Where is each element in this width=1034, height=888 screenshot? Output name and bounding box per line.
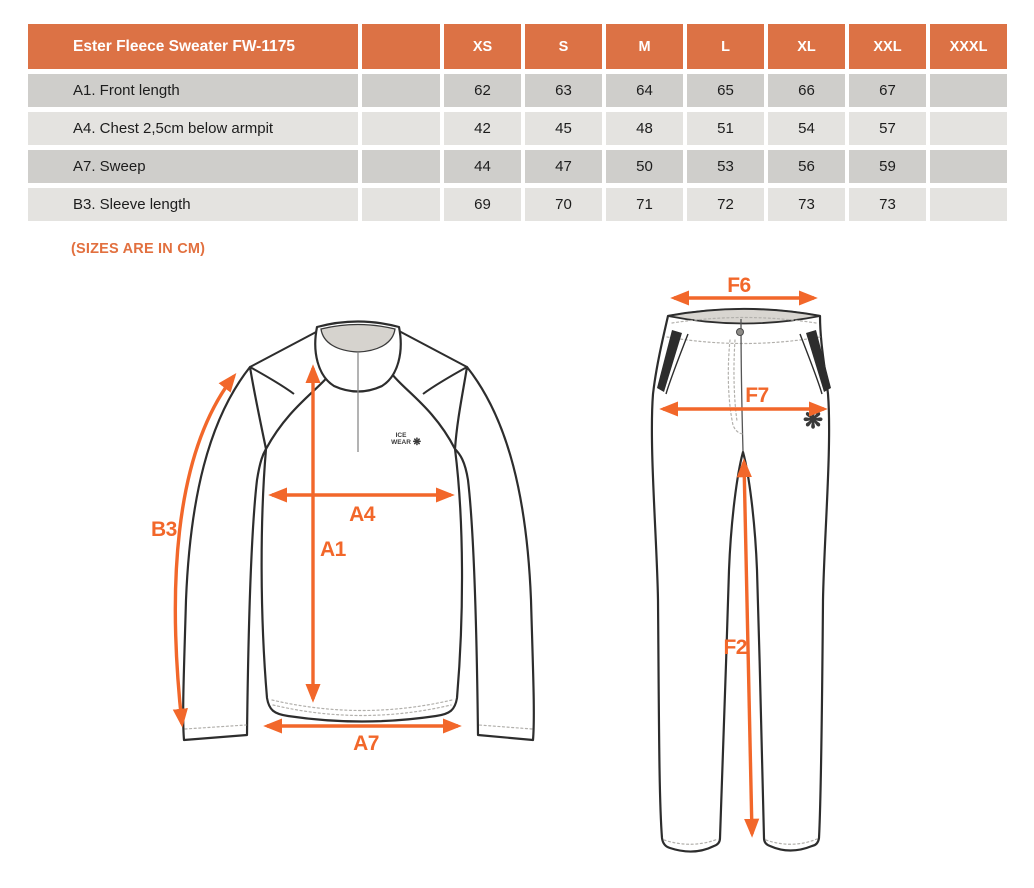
size-value-cell: 72 bbox=[687, 188, 764, 221]
size-value-cell: 47 bbox=[525, 150, 602, 183]
table-header-row bbox=[28, 24, 1007, 69]
sweater-drawing bbox=[183, 322, 534, 741]
blank-header-cell bbox=[362, 24, 440, 69]
size-value-cell: 51 bbox=[687, 112, 764, 145]
size-value-cell: 56 bbox=[768, 150, 845, 183]
size-value-cell bbox=[930, 112, 1007, 145]
measure-label-b3: B3 bbox=[151, 518, 177, 541]
icewear-logo-snowflake-icon: ❋ bbox=[412, 437, 422, 448]
blank-cell bbox=[362, 188, 440, 221]
measure-label-f7: F7 bbox=[745, 384, 769, 407]
size-value-cell: 73 bbox=[849, 188, 926, 221]
measurement-label-cell: A4. Chest 2,5cm below armpit bbox=[28, 112, 358, 145]
table-row bbox=[28, 150, 1007, 183]
measure-label-a7: A7 bbox=[353, 732, 379, 755]
sizes-in-cm-note: (SIZES ARE IN CM) bbox=[71, 241, 206, 257]
table-title: Ester Fleece Sweater FW-1175 bbox=[28, 24, 358, 69]
size-value-cell bbox=[930, 74, 1007, 107]
measure-label-f2: F2 bbox=[723, 636, 747, 659]
size-header-xxl: XXL bbox=[849, 24, 926, 69]
size-value-cell: 42 bbox=[444, 112, 521, 145]
size-value-cell: 66 bbox=[768, 74, 845, 107]
size-value-cell: 59 bbox=[849, 150, 926, 183]
size-value-cell: 69 bbox=[444, 188, 521, 221]
measurement-diagrams bbox=[0, 268, 1034, 888]
pants-snowflake-logo-icon: ❋ bbox=[802, 407, 824, 434]
icewear-logo-text-1: ICE bbox=[395, 432, 407, 439]
size-value-cell: 50 bbox=[606, 150, 683, 183]
size-value-cell: 62 bbox=[444, 74, 521, 107]
measure-label-f6: F6 bbox=[727, 274, 751, 297]
size-header-m: M bbox=[606, 24, 683, 69]
measure-label-a4: A4 bbox=[349, 503, 375, 526]
pants-drawing bbox=[652, 309, 831, 852]
size-value-cell: 44 bbox=[444, 150, 521, 183]
size-value-cell: 45 bbox=[525, 112, 602, 145]
table-row bbox=[28, 74, 1007, 107]
table-row bbox=[28, 188, 1007, 221]
measurement-label-cell: A7. Sweep bbox=[28, 150, 358, 183]
blank-cell bbox=[362, 150, 440, 183]
size-chart-table bbox=[24, 19, 1011, 226]
waist-button bbox=[737, 329, 744, 336]
size-header-s: S bbox=[525, 24, 602, 69]
blank-cell bbox=[362, 112, 440, 145]
size-value-cell: 73 bbox=[768, 188, 845, 221]
size-header-xs: XS bbox=[444, 24, 521, 69]
size-value-cell: 54 bbox=[768, 112, 845, 145]
size-value-cell: 65 bbox=[687, 74, 764, 107]
size-value-cell: 71 bbox=[606, 188, 683, 221]
icewear-logo-text-2: WEAR bbox=[391, 439, 411, 446]
size-value-cell: 64 bbox=[606, 74, 683, 107]
table-row bbox=[28, 112, 1007, 145]
blank-cell bbox=[362, 74, 440, 107]
size-value-cell: 70 bbox=[525, 188, 602, 221]
size-header-xl: XL bbox=[768, 24, 845, 69]
size-header-l: L bbox=[687, 24, 764, 69]
size-header-xxxl: XXXL bbox=[930, 24, 1007, 69]
measurement-label-cell: A1. Front length bbox=[28, 74, 358, 107]
size-value-cell: 48 bbox=[606, 112, 683, 145]
size-value-cell: 63 bbox=[525, 74, 602, 107]
measurement-label-cell: B3. Sleeve length bbox=[28, 188, 358, 221]
size-value-cell: 57 bbox=[849, 112, 926, 145]
size-value-cell: 53 bbox=[687, 150, 764, 183]
size-value-cell bbox=[930, 150, 1007, 183]
size-value-cell: 67 bbox=[849, 74, 926, 107]
size-value-cell bbox=[930, 188, 1007, 221]
measure-label-a1: A1 bbox=[320, 538, 346, 561]
